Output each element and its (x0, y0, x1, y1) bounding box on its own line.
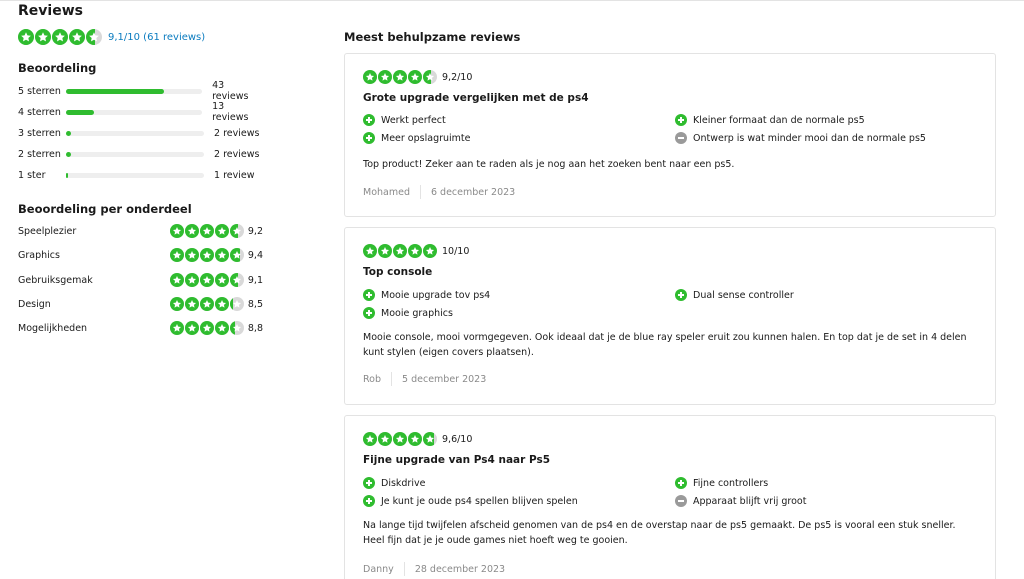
aspect-row (18, 247, 263, 263)
pro-item (675, 477, 768, 489)
con-item (675, 132, 926, 144)
star-icon (170, 321, 184, 335)
aspect-row (18, 296, 263, 312)
aspect-name: Mogelijkheden (18, 322, 88, 334)
aspect-name: Speelplezier (18, 225, 77, 237)
distribution-bar (66, 89, 203, 94)
distribution-label: 4 sterren (18, 106, 61, 118)
review-rating (363, 432, 472, 446)
plus-icon (363, 495, 375, 507)
review-title: Fijne upgrade van Ps4 naar Ps5 (363, 454, 551, 466)
pro-text: Meer opslagruimte (381, 132, 471, 144)
pro-text: Dual sense controller (693, 289, 794, 301)
star-icon (170, 224, 184, 238)
review-stars (363, 244, 437, 258)
distribution-row[interactable] (18, 80, 263, 102)
review-author: Mohamed (363, 186, 410, 198)
distribution-bar (66, 131, 204, 136)
distribution-count: 43 reviews (212, 80, 249, 102)
plus-icon (675, 289, 687, 301)
pro-text: Mooie upgrade tov ps4 (381, 289, 491, 301)
star-icon (215, 273, 229, 287)
aspect-name: Design (18, 298, 51, 310)
pro-item (363, 307, 453, 319)
overall-rating (18, 29, 205, 45)
star-icon (200, 224, 214, 238)
review-card (344, 53, 996, 217)
aspect-stars (170, 297, 244, 311)
plus-icon (363, 132, 375, 144)
distribution-row[interactable] (18, 126, 263, 140)
review-rating (363, 70, 472, 84)
con-text: Apparaat blijft vrij groot (693, 495, 807, 507)
plus-icon (675, 114, 687, 126)
star-icon (170, 297, 184, 311)
pro-item (363, 495, 578, 507)
star-icon (393, 70, 407, 84)
star-icon (69, 29, 85, 45)
review-stars (363, 70, 437, 84)
reviews-count-link[interactable]: 9,1/10 (61 reviews) (108, 31, 206, 43)
aspect-score: 9,2 (247, 225, 263, 237)
star-icon (230, 297, 244, 311)
star-icon (230, 321, 244, 335)
plus-icon (363, 477, 375, 489)
review-meta (363, 372, 486, 386)
pro-text: Werkt perfect (381, 114, 446, 126)
con-text: Ontwerp is wat minder mooi dan de normale ps5 (693, 132, 926, 144)
review-author: Rob (363, 373, 382, 385)
review-card (344, 415, 996, 579)
star-icon (408, 70, 422, 84)
overall-stars (18, 29, 102, 45)
star-icon (185, 297, 199, 311)
distribution-count: 1 review (214, 169, 255, 181)
review-date: 6 december 2023 (430, 186, 516, 198)
aspect-stars (170, 321, 244, 335)
star-icon (230, 273, 244, 287)
pro-text: Mooie graphics (381, 307, 453, 319)
review-meta (363, 562, 505, 576)
distribution-bar-fill (66, 131, 71, 136)
aspect-score: 8,8 (247, 322, 263, 334)
star-icon (230, 248, 244, 262)
review-body: Mooie console, mooi vormgegeven. Ook ideaal dat je de blue ray speler eruit zou kunnen halen. En top dat je de set in 4 delen kunt stylen (eigen covers plaatsen). (363, 332, 967, 358)
distribution-label: 3 sterren (18, 127, 61, 139)
review-title: Top console (363, 266, 433, 278)
distribution-count: 13 reviews (212, 101, 249, 123)
meta-divider (404, 562, 405, 576)
pro-item (363, 132, 471, 144)
pro-text: Je kunt je oude ps4 spellen blijven spelen (381, 495, 578, 507)
aspect-score: 8,5 (247, 298, 263, 310)
star-icon (200, 297, 214, 311)
review-date: 5 december 2023 (402, 373, 487, 385)
star-icon (393, 432, 407, 446)
review-score: 10/10 (442, 245, 470, 257)
meta-divider (391, 372, 392, 386)
plus-icon (363, 289, 375, 301)
review-meta (363, 185, 515, 199)
aspect-name: Gebruiksgemak (18, 274, 93, 286)
star-icon (18, 29, 34, 45)
review-body: Na lange tijd twijfelen afscheid genomen van de ps4 en de overstap naar de ps5 gemaakt. De ps5 is vooral een stuk sneller. Heel fijn dat je je oude games niet hoeft weg te gooien. (363, 520, 956, 546)
star-icon (363, 70, 377, 84)
distribution-label: 2 sterren (18, 148, 61, 160)
star-icon (52, 29, 68, 45)
distribution-bar-fill (66, 173, 68, 178)
distribution-label: 1 ster (18, 169, 46, 181)
minus-icon (675, 132, 687, 144)
con-item (675, 495, 806, 507)
helpful-reviews-heading: Meest behulpzame reviews (344, 30, 521, 44)
star-icon (215, 224, 229, 238)
pro-text: Diskdrive (381, 477, 426, 489)
review-rating (363, 244, 469, 258)
distribution-row[interactable] (18, 168, 263, 182)
distribution-row[interactable] (18, 101, 263, 123)
review-score: 9,6/10 (442, 433, 473, 445)
aspect-row (18, 272, 263, 288)
star-icon (200, 248, 214, 262)
star-icon (215, 297, 229, 311)
review-stars (363, 432, 437, 446)
star-icon (185, 248, 199, 262)
aspect-row (18, 223, 263, 239)
star-icon (86, 29, 102, 45)
star-icon (185, 321, 199, 335)
star-icon (35, 29, 51, 45)
distribution-row[interactable] (18, 147, 263, 161)
star-icon (423, 70, 437, 84)
distribution-count: 2 reviews (214, 148, 260, 160)
pro-item (363, 477, 425, 489)
pro-item (363, 114, 446, 126)
pro-item (675, 289, 794, 301)
star-icon (363, 432, 377, 446)
pro-item (363, 289, 490, 301)
star-icon (408, 432, 422, 446)
plus-icon (675, 477, 687, 489)
meta-divider (420, 185, 421, 199)
star-icon (170, 248, 184, 262)
star-icon (200, 273, 214, 287)
aspect-score: 9,4 (247, 249, 263, 261)
minus-icon (675, 495, 687, 507)
star-icon (408, 244, 422, 258)
distribution-count: 2 reviews (214, 127, 260, 139)
review-score: 9,2/10 (442, 71, 473, 83)
star-icon (378, 432, 392, 446)
star-icon (215, 321, 229, 335)
distribution-label: 5 sterren (18, 85, 61, 97)
aspect-name: Graphics (18, 249, 60, 261)
review-body: Top product! Zeker aan te raden als je nog aan het zoeken bent naar een ps5. (363, 159, 735, 170)
review-date: 28 december 2023 (414, 563, 506, 575)
star-icon (378, 244, 392, 258)
star-icon (215, 248, 229, 262)
aspect-row (18, 320, 263, 336)
distribution-bar (66, 173, 204, 178)
star-icon (230, 224, 244, 238)
star-icon (185, 224, 199, 238)
star-icon (185, 273, 199, 287)
distribution-bar-fill (66, 110, 95, 115)
aspect-stars (170, 248, 244, 262)
star-icon (393, 244, 407, 258)
distribution-heading: Beoordeling (18, 61, 97, 75)
top-divider (0, 0, 1024, 1)
pro-item (675, 114, 865, 126)
review-card (344, 227, 996, 405)
aspect-score: 9,1 (247, 274, 263, 286)
distribution-bar (66, 110, 203, 115)
plus-icon (363, 307, 375, 319)
aspects-heading: Beoordeling per onderdeel (18, 202, 192, 216)
distribution-bar-fill (66, 89, 164, 94)
reviews-heading: Reviews (18, 3, 83, 19)
star-icon (200, 321, 214, 335)
distribution-bar (66, 152, 204, 157)
pro-text: Kleiner formaat dan de normale ps5 (693, 114, 865, 126)
review-author: Danny (363, 563, 394, 575)
distribution-bar-fill (66, 152, 71, 157)
pro-text: Fijne controllers (693, 477, 769, 489)
plus-icon (363, 114, 375, 126)
review-title: Grote upgrade vergelijken met de ps4 (363, 92, 589, 104)
star-icon (363, 244, 377, 258)
star-icon (423, 244, 437, 258)
aspect-stars (170, 273, 244, 287)
star-icon (423, 432, 437, 446)
star-icon (378, 70, 392, 84)
star-icon (170, 273, 184, 287)
aspect-stars (170, 224, 244, 238)
